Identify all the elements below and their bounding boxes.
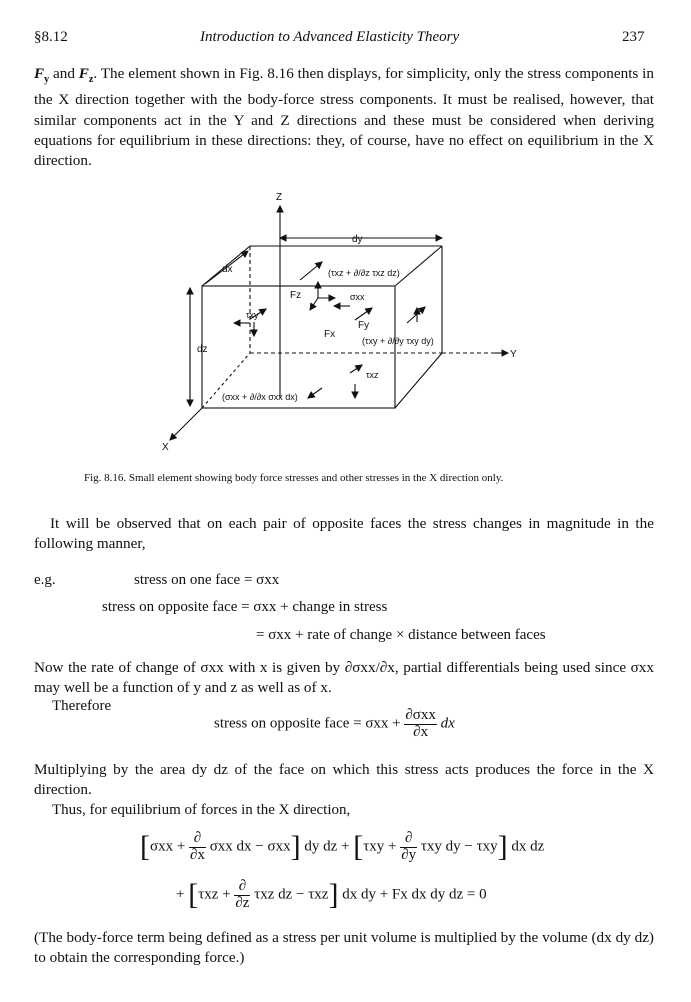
eq-one-face: stress on one face = σxx (134, 572, 280, 588)
paragraph-equilibrium: Thus, for equilibrium of forces in the X direction, (52, 802, 351, 818)
right-stress-label: (τxy + ∂/∂y τxy dy) (362, 336, 434, 346)
eq-rate-of-change: = σxx + rate of change × distance between faces (256, 627, 546, 643)
eg-label: e.g. (34, 572, 56, 588)
paragraph-area: Multiplying by the area dy dz of the face on which this stress acts produces the force in the X direction. (34, 761, 654, 799)
fy-label: Fy (358, 320, 370, 331)
therefore-label: Therefore (52, 698, 112, 714)
eq-equilibrium-line1: [σxx + $\frac{\partial}{\partial x}$ σxx dx − σxx] dy dz + [τxy + $\frac{\partial}{\partial y}$ τxy dy − τxy] dx dz (140, 829, 545, 863)
running-title: Introduction to Advanced Elasticity Theory (200, 29, 460, 45)
txy-label: τxy (246, 310, 259, 320)
txz-label: τxz (366, 370, 379, 380)
x-axis (170, 408, 202, 440)
figure-caption: Fig. 8.16. Small element showing body force stresses and other stresses in the X direction only. (84, 472, 504, 484)
eq-opposite-face-derivative: stress on opposite face = σxx + $\frac{\text{∂σxx}}{\partial x}$ dx (214, 707, 455, 740)
dx-label: dx (222, 264, 233, 275)
eq-opposite-face: stress on opposite face = σxx + change in stress (102, 599, 388, 615)
paragraph-intro: $F_y$ and $F_z$. The element shown in Fig. 8.16 then displays, for simplicity, only the stress components in the X direction together with the body-force stress components. It must be realised, however, that similar components act in the Y and Z directions and these must be considered when deriving equations for equilibrium in these directions: they, of course, have no effect on equilibrium in the X direction. (34, 65, 654, 170)
paragraph-observation: It will be observed that on each pair of opposite faces the stress changes in magnitude in the following manner, (34, 515, 654, 553)
fz-label: Fz (290, 290, 302, 301)
dy-label: dy (352, 234, 363, 245)
y-axis-label: Y (510, 349, 517, 360)
z-axis-label: Z (276, 192, 283, 203)
fx-label: Fx (324, 329, 336, 340)
paragraph-rate: Now the rate of change of σxx with x is given by ∂σxx/∂x, partial differentials being used since σxx may well be a function of y and z as well as of x. (34, 659, 654, 697)
paragraph-body-force: (The body-force term being defined as a stress per unit volume is multiplied by the volume (dx dy dz) to obtain the corresponding force.) (34, 929, 654, 967)
eq-equilibrium-line2: + [τxz + $\frac{\partial}{\partial z}$ τxz dz − τxz] dx dy + Fx dx dy dz = 0 (176, 877, 487, 911)
element-front-face (202, 286, 395, 408)
section-number: §8.12 (34, 29, 68, 45)
sxx-label: σxx (350, 292, 365, 302)
x-axis-label: X (162, 442, 169, 453)
dz-label: dz (197, 344, 208, 355)
top-stress-label: (τxz + ∂/∂z τxz dz) (328, 268, 400, 278)
element-figure (150, 188, 550, 458)
page-number: 237 (622, 29, 645, 45)
front-stress-label: (σxx + ∂/∂x σxx dx) (222, 392, 298, 402)
